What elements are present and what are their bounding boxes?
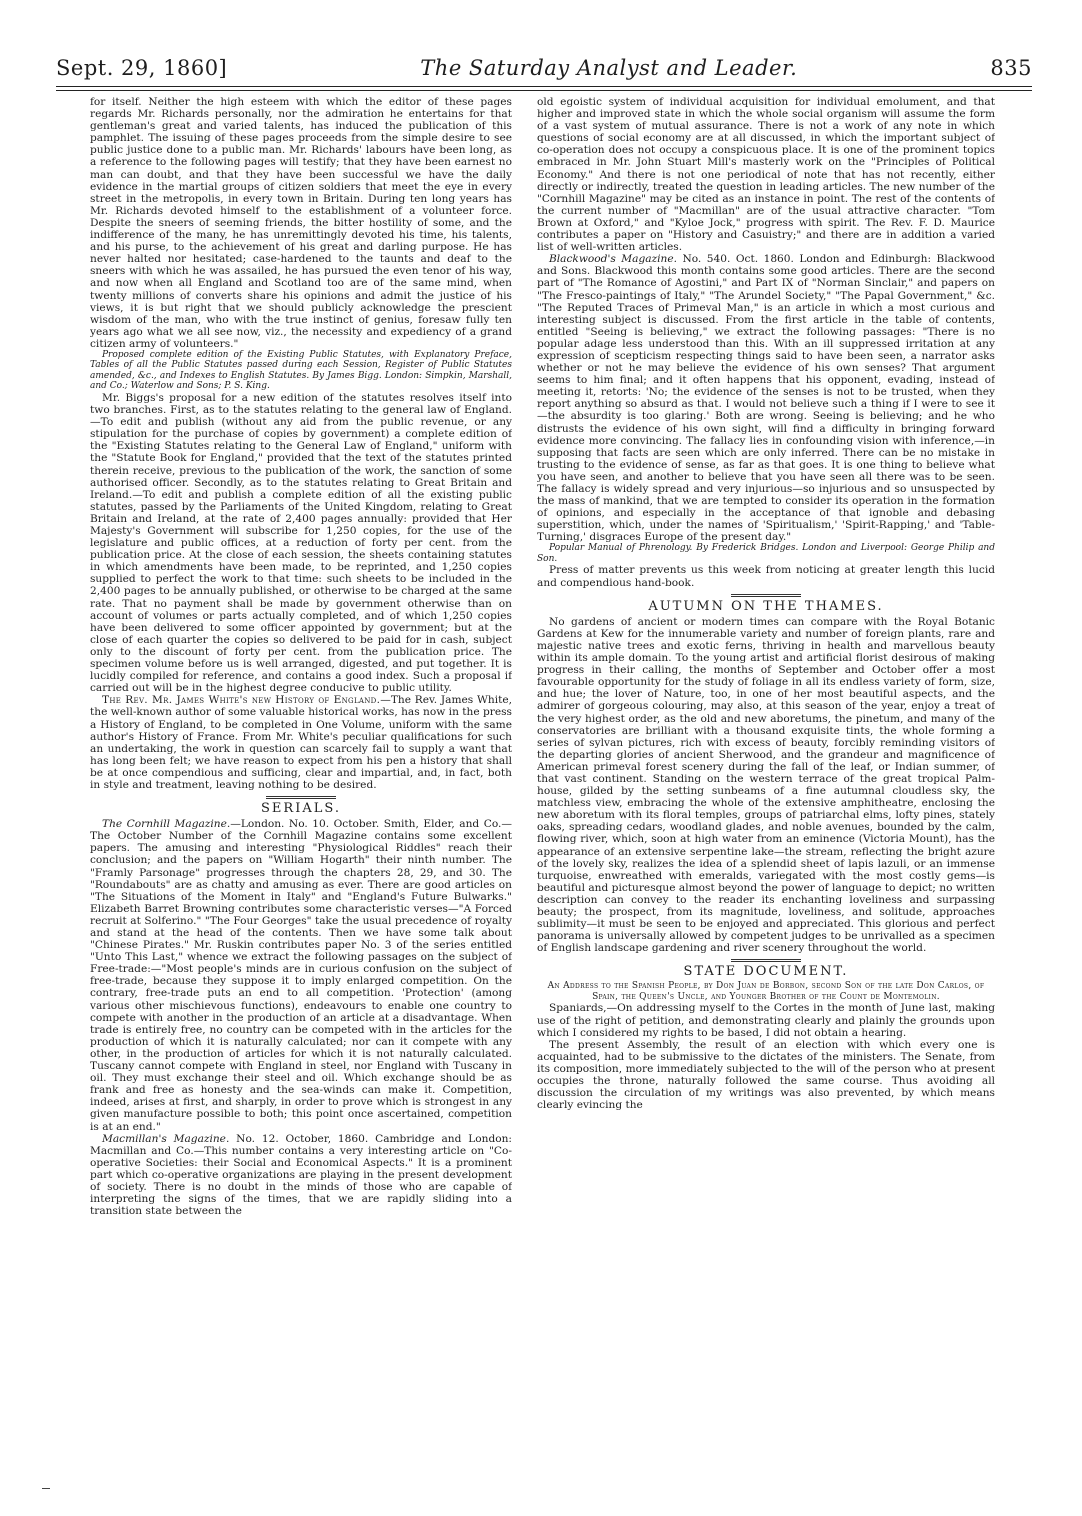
citation-text: Proposed complete edition of the Existing Public Statutes, with Explanatory Preface, Tables of all the Public Statutes passed during each Session, Register of Public Statutes amended, &c., and Indexes to English Statutes. By James Bigg. London: Simpkin, Marshall, and Co.; Waterlow and Sons; P. S. King. <box>90 349 512 392</box>
review-paragraph <box>90 818 512 1132</box>
section-divider <box>266 796 336 799</box>
header-page-number: 835 <box>990 56 1032 80</box>
article-paragraph: for itself. Neither the high esteem with which the editor of these pages regards Mr. Richards personally, nor the admiration he entertains for that gentleman's great and varied talents, has induced the publication of this pamphlet. The issuing of these pages proceeds from the simple desire to see public justice done to a public man. Mr. Richards' labours have been long, as a reference to the following pages will testify; that they have been earnest no man can doubt, and that they have been successful we have the daily evidence in the martial groups of citizen soldiers that meet the eye in every street in the metropolis, in every town in Britain. During ten long years has Mr. Richards devoted himself to the establishment of a volunteer force. Despite the sneers of seeming friends, the bitter hostility of some, and the indifference of the many, he has unremittingly devoted his time, his talents, and his purse, to the achievement of his great and darling purpose. He has never halted nor hesitated; case-hardened to the taunts and deaf to the sneers with which he was assailed, he has pursued the even tenor of his way, and now when all England and Scotland too are of the same mind, when twenty millions of converts share his opinions and admit the justice of his views, it is but right that we should publicly acknowledge the prescient wisdom of the man, who with the true instinct of genius, foresaw fully ten years ago what we all see now, viz., the necessity and expediency of a grand citizen army of volunteers." <box>90 96 512 350</box>
header-date: Sept. 29, 1860] <box>56 56 228 80</box>
article-paragraph: old egoistic system of individual acquisition for individual emolument, and that higher and improved state in which the whole social organism will assume the form of a vast system of mutual assurance. There is not a work of any note in which questions of social economy are at all discussed, in which the important subject of co-operation does not occupy a conspicuous place. It is one of the prominent topics embraced in Mr. John Stuart Mill's masterly work on the "Principles of Political Economy." And there is not one periodical of note that has not recently, either directly or indirectly, treated the question in leading articles. The new number of the "Cornhill Magazine" may be cited as an instance in point. The rest of the contents of the current number of "Macmillan" are of the usual attractive character. "Tom Brown at Oxford," and "Kyloe Jock," progress with spirit. The Rev. F. D. Maurice contributes a paper on "History and Casuistry;" and there are in addition a varied list of well-written articles. <box>537 96 995 254</box>
section-divider <box>731 959 801 962</box>
citation <box>537 543 995 564</box>
review-paragraph <box>90 1133 512 1218</box>
review-paragraph <box>537 253 995 543</box>
article-paragraph: The present Assembly, the result of an election with which every one is acquainted, had to be submissive to the dictates of the ministers. The Senate, from its composition, more immediately subjected to the will of the person who at present occupies the throne, naturally followed the same course. Thus avoiding all discussion the circulation of my writings was also prevented, by which means clearly evincing the <box>537 1038 995 1112</box>
section-heading-state-document: STATE DOCUMENT. <box>683 964 849 980</box>
notice-paragraph <box>90 694 512 791</box>
address-subheading: An Address to the Spanish People, by Don Juan de Borbon, second Son of the late Don Carlos, of Spain, the Queen's Uncle, and Younger Brother of the Count de Montemolin. <box>547 981 985 1002</box>
review-body: —London. No. 10. October. Smith, Elder, and Co.—The October Number of the Cornhill Magazine contains some excellent papers. The amusing and interesting "Physiological Riddles" reach their conclusion; and the papers on "William Hogarth" their ninth number. The "Framly Parsonage" progresses through the chapters 28, 29, and 30. The "Roundabouts" are as chatty and amusing as ever. There are good articles on "The Situations of the Moment in Italy" and "England's Future Bulwarks." Elizabeth Barret Browning contributes some characteristic verses—"A Forced recruit at Solferino." "The Four Georges" take the usual precedence of royalty and stand at the head of the contents. Then we have some talk about "Chinese Pirates." Mr. Ruskin contributes paper No. 3 of the series entitled "Unto This Last," whence we extract the following passages on the subject of Free-trade:—"Most people's minds are in curious confusion on the subject of free-trade, because they suppose it to imply enlarged competition. On the contrary, free-trade puts an end to all competition. 'Protection' (among various other mischievous functions), endeavours to enable one country to compete with another in the production of an article at a disadvantage. When trade is entirely free, no country can be competed with in the articles for the production of which it is naturally calculated; nor can it compete with any other, in the production of articles for which it is not naturally calculated. Tuscany cannot compete with England in steel, nor England with Tuscany in oil. They must exchange their steel and oil. Which exchange should be as frank and free as honesty and the sea-winds can make it. Competition, indeed, arises at first, and sharply, in order to prove which is strongest in any given manufacture possible to both; this point once ascertained, competition is at an end." <box>90 818 512 1133</box>
notice-lead: The Rev. Mr. James White's new History of England. <box>102 694 381 707</box>
header-title: The Saturday Analyst and Leader. <box>420 56 798 80</box>
notice-body: —The Rev. James White, the well-known author of some valuable historical works, has now in the press a History of England, to be completed in One Volume, uniform with the same author's History of France. From Mr. White's peculiar qualifications for such an undertaking, the work in question can scarcely fail to supply a want that has long been felt; we have reason to expect from his pen a history that shall be at once compendious and sufficing, clear and impartial, and, in fact, both in style and treatment, leaving nothing to be desired. <box>90 694 512 791</box>
margin-mark <box>42 1488 50 1489</box>
header-rule-double <box>56 90 1032 91</box>
article-paragraph: No gardens of ancient or modern times can compare with the Royal Botanic Gardens at Kew for the innumerable variety and number of foreign plants, rare and majestic native trees and exotic ferns, thriving in health and marvellous beauty within its ample domain. To the young artist and artificial florist desirous of making progress in their calling, the months of September and October offer a most favourable opportunity for the study of foliage in all its endless variety of form, size, and hue; the lover of Nature, too, in one of her most beautiful aspects, and the admirer of gorgeous colouring, may also, at this season of the year, enjoy a treat of the very highest order, as the old and new aboretums, the pinetum, and many of the conservatories are brilliant with a thousand exquisite tints, the whole forming a series of sylvan pictures, rich with excess of beauty, forcibly reminding visitors of the departing glories of ancient Sherwood, and the grandeur and magnificence of American primeval forest scenery during the fall of the leaf, or Indian summer, of that vast continent. Standing on the western terrace of the great tropical Palm-house, gilded by the setting sunbeams of a fine autumnal cloudless sky, the matchless view, embracing the whole of the extensive amphitheatre, enclosing the new aboretum with its floral temples, groups of patriarchal elms, lofty pines, stately oaks, spreading cedars, woodland glades, and noble avenues, bounded by the calm, flowing river, which, soon at high water from an eminence (Victoria Mount), has the appearance of an extensive serpentine lake—the stream, reflecting the bright azure of the lovely sky, realizes the idea of a splendid sheet of lapis lazuli, or an immense turquoise, enwreathed with emeralds, variegated with the most costly gems—is beautiful and picturesque almost beyond the power of language to depict; no written description can convey to the reader its enchanting loveliness and surpassing beauty; the prospect, from its magnitude, loveliness, and solitude, approaches sublimity—it must be seen to be enjoyed and appreciated. This glorious and perfect panorama is universally allowed by competent judges to be unrivalled as a specimen of English landscape gardening and river scenery throughout the world. <box>537 615 995 955</box>
review-body: No. 540. Oct. 1860. London and Edinburgh: Blackwood and Sons. Blackwood this month contains some good articles. There are the second part of "The Romance of Agostini," and Part IX of "Norman Sinclair," and papers on "The Fresco-paintings of Italy," "The Arundel Society," "The Papal Government," &c. "The Reputed Traces of Primeval Man," is an article in which a most curious and interesting subject is discussed. From the first article in the table of contents, entitled "Seeing is believing," we extract the following passages: "There is no popular adage less understood than this. With an ill suppressed irritation at any expression of scepticism respecting things said to have been seen, a narrator asks whether or not he may believe the evidence of his own senses? That argument seems to him final; and it often happens that his opponent, evading, instead of meeting it, retorts: 'No; the evidence of the senses is not to be trusted, when they report anything so absurd as that. I would not believe such a thing if I were to see it—the absurdity is too glaring.' Both are wrong. Seeing is believing; and he who distrusts the evidence of his own sight, will find a difficulty in bringing forward evidence more convincing. The fallacy lies in confounding vision with inference,—in supposing that facts are seen which are only inferred. There can be no mistake in trusting to the evidence of sense, as far as that goes. It is one thing to believe what you have seen, and another to believe that you have seen all there was to be seen. The fallacy is widely spread and very injurious—so injurious and so unsuspected by the mass of mankind, that we are tempted to consider its operation in the formation of opinions, and especially in the acceptance of that ignoble and debasing superstition, which, under the names of 'Spiritualism,' 'Spirit-Rapping,' and 'Table-Turning,' disgraces Europe of the present day." <box>537 253 995 544</box>
right-column <box>537 96 995 1496</box>
citation <box>90 350 512 392</box>
review-lead: The Cornhill Magazine. <box>102 818 231 831</box>
section-divider <box>731 594 801 597</box>
review-body: No. 12. October, 1860. Cambridge and London: Macmillan and Co.—This number contains a very interesting article on "Co-operative Societies: their Social and Economical Aspects." It is a prominent part which co-operative organizations are playing in the present development of society. There is no doubt in the minds of those who are capable of interpreting the signs of the times, that we are rapidly sliding into a transition state between the <box>90 1132 512 1218</box>
review-lead: Macmillan's Magazine. <box>102 1132 230 1145</box>
section-heading-autumn: AUTUMN ON THE THAMES. <box>648 598 884 614</box>
article-paragraph: Mr. Biggs's proposal for a new edition of the statutes resolves itself into two branches. First, as to the statutes relating to the general law of England.—To edit and publish (without any aid from the public revenue, or any stipulation for the purchase of copies by government) a complete edition of the "Existing Statutes relating to the General Law of England," uniform with the "Statute Book for England," provided that the text of the statutes printed therein receive, previous to the publication of the work, the sanction of some authorised officer. Secondly, as to the statutes relating to Great Britain and Ireland.—To edit and publish a complete edition of all the existing public statutes, passed by the Parliaments of the United Kingdom, relating to Great Britain and Ireland, at the rate of 2,400 pages annually: provided that Her Majesty's Government will subscribe for 1,250 copies, for the use of the legislature and public offices, at a reduction of forty per cent. from the publication price. At the close of each session, the sheets containing statutes in which amendments have been made, to be reprinted, and 1,250 copies supplied to perfect the work to that time: such sheets to be included in the 2,400 pages to be annually published, or otherwise to be charged at the same rate. That no payment shall be made by government otherwise than on account of volumes or parts actually completed, and of which 1,250 copies have been delivered to some officer appointed by government; but at the close of each quarter the copies so delivered to be paid for in cash, subject only to the discount of forty per cent. from the publication price. The specimen volume before us is well arranged, digested, and put together. It is lucidly compiled for reference, and contains a good index. Such a proposal if carried out will be in the highest degree conducive to public utility. <box>90 391 512 695</box>
header-rule <box>56 86 1032 87</box>
left-column <box>90 96 512 1496</box>
section-heading-serials: SERIALS. <box>261 801 341 817</box>
article-paragraph: Press of matter prevents us this week from noticing at greater length this lucid and compendious hand-book. <box>537 564 995 589</box>
article-paragraph: Spaniards,—On addressing myself to the Cortes in the month of June last, making use of the right of petition, and demonstrating clearly and plainly the grounds upon which I considered my rights to be based, I did not obtain a hearing. <box>537 1002 995 1039</box>
citation-text: Popular Manual of Phrenology. By Frederick Bridges. London and Liverpool: George Philip and Son. <box>537 543 995 564</box>
review-lead: Blackwood's Magazine. <box>549 253 677 266</box>
